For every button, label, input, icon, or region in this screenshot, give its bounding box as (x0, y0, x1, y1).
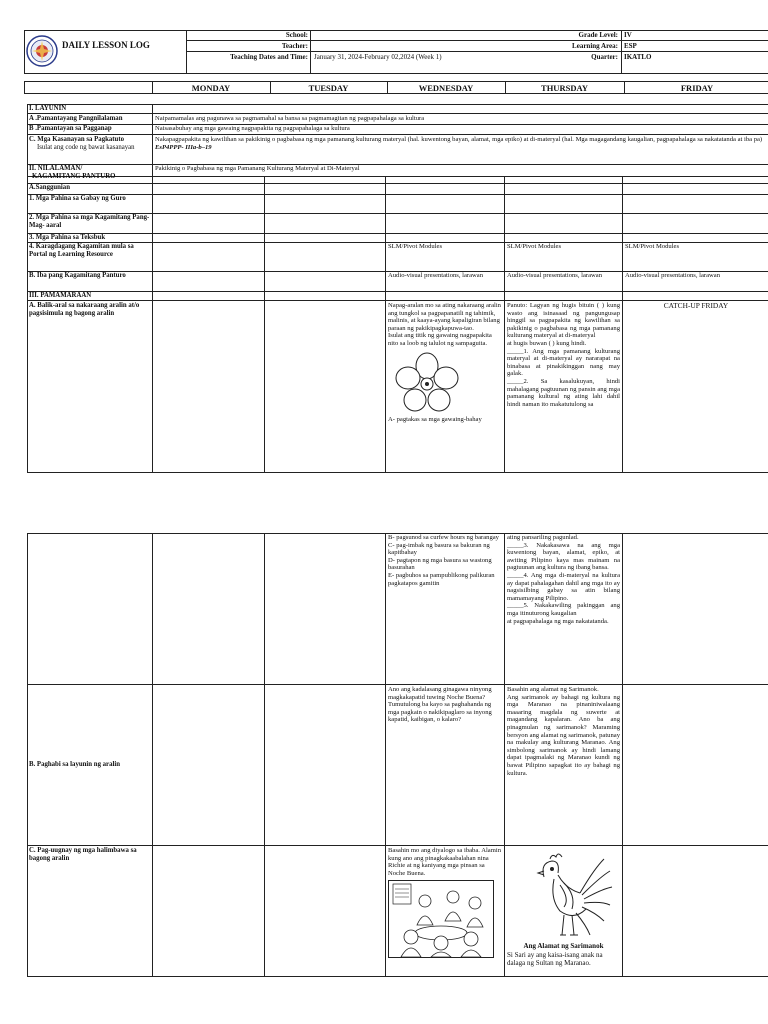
label-iba-pang-kagamitan: B. Iba pang Kagamitang Panturo (29, 272, 126, 279)
section-kagamitan-title: KAGAMITANG PANTURO (32, 172, 116, 180)
header-table (24, 30, 768, 74)
sarimanok-rooster-image (514, 849, 614, 941)
dates-label: Teaching Dates and Time: (230, 53, 308, 61)
wed-balik-aral-intro: Napag-aralan mo sa ating nakaraang aralin ang tungkol sa pagpapanatili ng tahimik, malinis, at kaaya-ayang kapaligiran bilang paraan ng pakikipagkapuwa-tao. (388, 302, 501, 332)
slm-friday: SLM/Pivot Modules (625, 243, 680, 250)
audio-thursday: Audio-visual presentations, larawan (507, 272, 603, 279)
sampaguita-flower-image (394, 352, 460, 412)
quarter-label: Quarter: (591, 53, 618, 61)
document-title: DAILY LESSON LOG (62, 40, 150, 50)
section-layunin: I. LAYUNIN (29, 105, 67, 112)
label-gabay-ng-guro: 1. Mga Pahina sa Gabay ng Guro (29, 195, 126, 202)
wed-balik-aral-continued (386, 534, 504, 587)
day-wednesday: WEDNESDAY (418, 83, 474, 93)
area-value: ESP (624, 42, 637, 50)
wed-paghahabi: Ano ang kadalasang ginagawa ninyong magkakapatid tuwing Noche Buena? Tumutulong ba kayo sa paghahanda ng mga pagkain o nakikipaglaro sa inyong kapatid, kaibigan, o kalaro? (388, 686, 492, 724)
wed-pag-uugnay-text: Basahin mo ang diyalogo sa ibaba. Alamin kung ano ang pinagkakaabalahan nina Richie at ng kaniyang mga pinsan sa Noche Buena. (388, 847, 501, 877)
dates-value: January 31, 2024-February 02,2024 (Week 1) (314, 53, 442, 61)
label-mga-kasanayan-title: C. Mga Kasanayan sa Pagkatuto (29, 136, 124, 143)
thu-balik-aral (505, 302, 622, 472)
slm-wednesday: SLM/Pivot Modules (388, 243, 443, 250)
catch-up-friday: CATCH-UP FRIDAY (663, 302, 729, 310)
wed-option-b: B- pagsunod sa curfew hours ng barangay (388, 534, 499, 541)
text-pamantayan-sa-pagganap: Naisasabuhay ang mga gawaing nagpapakita ng pagpapahalaga sa kultura (155, 125, 350, 132)
kasanayan-code: EsP4PPP- IIIa-b–19 (155, 143, 212, 151)
sarimanok-text: Si Sari ay ang kaisa-isang anak na dalaga ng Sultan ng Maranao. (507, 950, 603, 967)
wed-option-a: A- pagtakas sa mga gawaing-bahay (388, 415, 482, 423)
kasanayan-description: Nakapagpapakita ng kawilihan sa pakikinig o pagbabasa ng mga pamanang kulturang materyal (hal. kuwentong bayan, alamat, mga epiko) at di-materyal (hal. Mga magagandang kaugalian, pagpapahalaga sa nakatatanda at iba pa) (155, 136, 763, 143)
wed-balik-aral (386, 302, 504, 472)
day-thursday: THURSDAY (541, 83, 588, 93)
school-label: School: (285, 31, 308, 39)
section-pamamaraan: III. PAMAMARAAN (29, 292, 92, 299)
label-pamantayang-pangnilalaman: A .Pamantayang Pangnilalaman (29, 115, 123, 122)
wed-option-d: D- pagtapon ng mga basura sa wastong basurahan (388, 556, 492, 572)
slm-thursday: SLM/Pivot Modules (507, 243, 562, 250)
grade-label: Grade Level: (578, 31, 618, 39)
thu-item-5: _____5. Nakakawiling pakinggan ang mga itinuturong kaugalian (507, 602, 620, 617)
text-mga-kasanayan (153, 136, 768, 151)
wed-option-c: C- pag-imbak ng basura sa bakuran ng kapitbahay (388, 541, 490, 557)
wed-balik-aral-instruction: Isulat ang titik ng gawaing nagpapakita nito sa loob ng talulot ng sampaguita. (388, 332, 492, 347)
label-sanggunian: A.Sanggunian (29, 184, 70, 191)
thu-item-2: _____2. Sa kasalukuyan, hindi mahalagang pagtuunan ng pansin ang mga pamanang kultural ng ating lahi dahil hindi naman ito makatutulong sa (507, 377, 620, 408)
thu-item-5-end: at pagpapahalaga ng mga nakatatanda. (507, 617, 609, 625)
day-friday: FRIDAY (680, 83, 714, 93)
section-nilalaman-title: II. NILALAMAN/ (29, 165, 83, 172)
grade-value: IV (624, 31, 632, 39)
label-pamantayan-sa-pagganap: B .Pamantayan sa Pagganap (29, 125, 112, 132)
thu-panuto: Panuto: Lagyan ng hugis bituin ( ) kung wasto ang isinasaad ng pangungusap hinggil sa pagpapakita ng kawilihan sa pakikinig o pagbabasa ng mga pamanang kulturang materyal at di-materyal (507, 302, 620, 340)
day-tuesday: TUESDAY (308, 83, 349, 93)
thu-panuto-2: at hugis buwan ( ) kung hindi. (507, 339, 587, 347)
text-pamantayang-pangnilalaman: Naipamamalas ang pagunawa sa pagmamahal sa bansa sa pagmamagitan ng pagpapahalaga sa kultura (155, 115, 425, 122)
section-nilalaman (27, 165, 152, 180)
thu-item-3: _____3. Nakakasawa na ang mga kuwentong bayan, alamat, epiko, at awiting Pilipino kaya mas mainam na pagtuunan ang kultura ng ibang bansa. (507, 541, 620, 572)
text-nilalaman: Pakikinig o Pagbabasa ng mga Pamanang Kulturang Materyal at Di-Materyal (155, 165, 360, 172)
thu-paghahabi-intro: Basahin ang alamat ng Sarimanok. (507, 686, 599, 693)
thu-item-2-end: ating pansariling pagunlad. (507, 534, 579, 541)
audio-wednesday: Audio-visual presentations, larawan (388, 272, 484, 279)
audio-friday: Audio-visual presentations, larawan (625, 272, 721, 279)
day-monday: MONDAY (191, 83, 231, 93)
label-mga-kasanayan-sub: Isulat ang code ng bawat kasanayan (37, 143, 135, 151)
wed-pag-uugnay (386, 847, 504, 977)
quarter-value: IKATLO (624, 53, 652, 61)
children-reading-illustration (388, 880, 494, 958)
label-pag-uugnay: C. Pag-uugnay ng mga halimbawa sa bagong aralin (29, 847, 137, 862)
label-paghahabi: B. Paghabi sa layunin ng aralin (29, 761, 121, 768)
thu-balik-aral-continued (505, 534, 622, 684)
label-kagamitang-pang-mag-aaral: 2. Mga Pahina sa mga Kagamitang Pang- Mag- aaral (29, 214, 150, 229)
sarimanok-title: Ang Alamat ng Sarimanok (523, 942, 604, 950)
label-balik-aral: A. Balik-aral sa nakaraang aralin at/o pagsisimula ng bagong aralin (29, 302, 140, 317)
area-label: Learning Area: (572, 42, 618, 50)
thu-item-1: _____1. Ang mga pamanang kulturang materyal at di-materyal ay nararapat na binabasa at pinakikinggan nang may galak. (507, 347, 620, 378)
thu-pag-uugnay (505, 847, 622, 977)
thu-paghahabi-text: Ang sarimanok ay bahagi ng kultura ng mga Maranao na pinaniniwalaang maaaring magdala ng suwerte at magandang kapalaran. Ano ba ang pinagmulan ng sarimanok? Maraming bersyon ang alamat ng sarimanok, patunay na makulay ang kulturang Maranao. Ang simbolong sarimanok ay hindi lamang dapat ipagmalaki ng Maranao kundi ng bawat Pilipino sapagkat ito ay bahagi ng kultura. (507, 693, 620, 777)
wed-option-e: E- pagbuhos sa pampublikong palikuran pagkatapos gamitin (388, 571, 495, 587)
thu-item-4: _____4. Ang mga di-materyal na kultura ay dapat pahalagahan dahil ang mga ito ay nagsisilbing gabay sa atin bilang mamamayang Pilipino. (507, 571, 620, 602)
label-karagdagang-kagamitan: 4. Karagdagang Kagamitan mula sa Portal ng Learning Resource (29, 243, 134, 258)
label-mga-kasanayan (27, 136, 152, 151)
teacher-label: Teacher: (281, 42, 308, 50)
thu-paghahabi (505, 686, 622, 845)
label-teksbuk: 3. Mga Pahina sa Teksbuk (29, 234, 106, 241)
